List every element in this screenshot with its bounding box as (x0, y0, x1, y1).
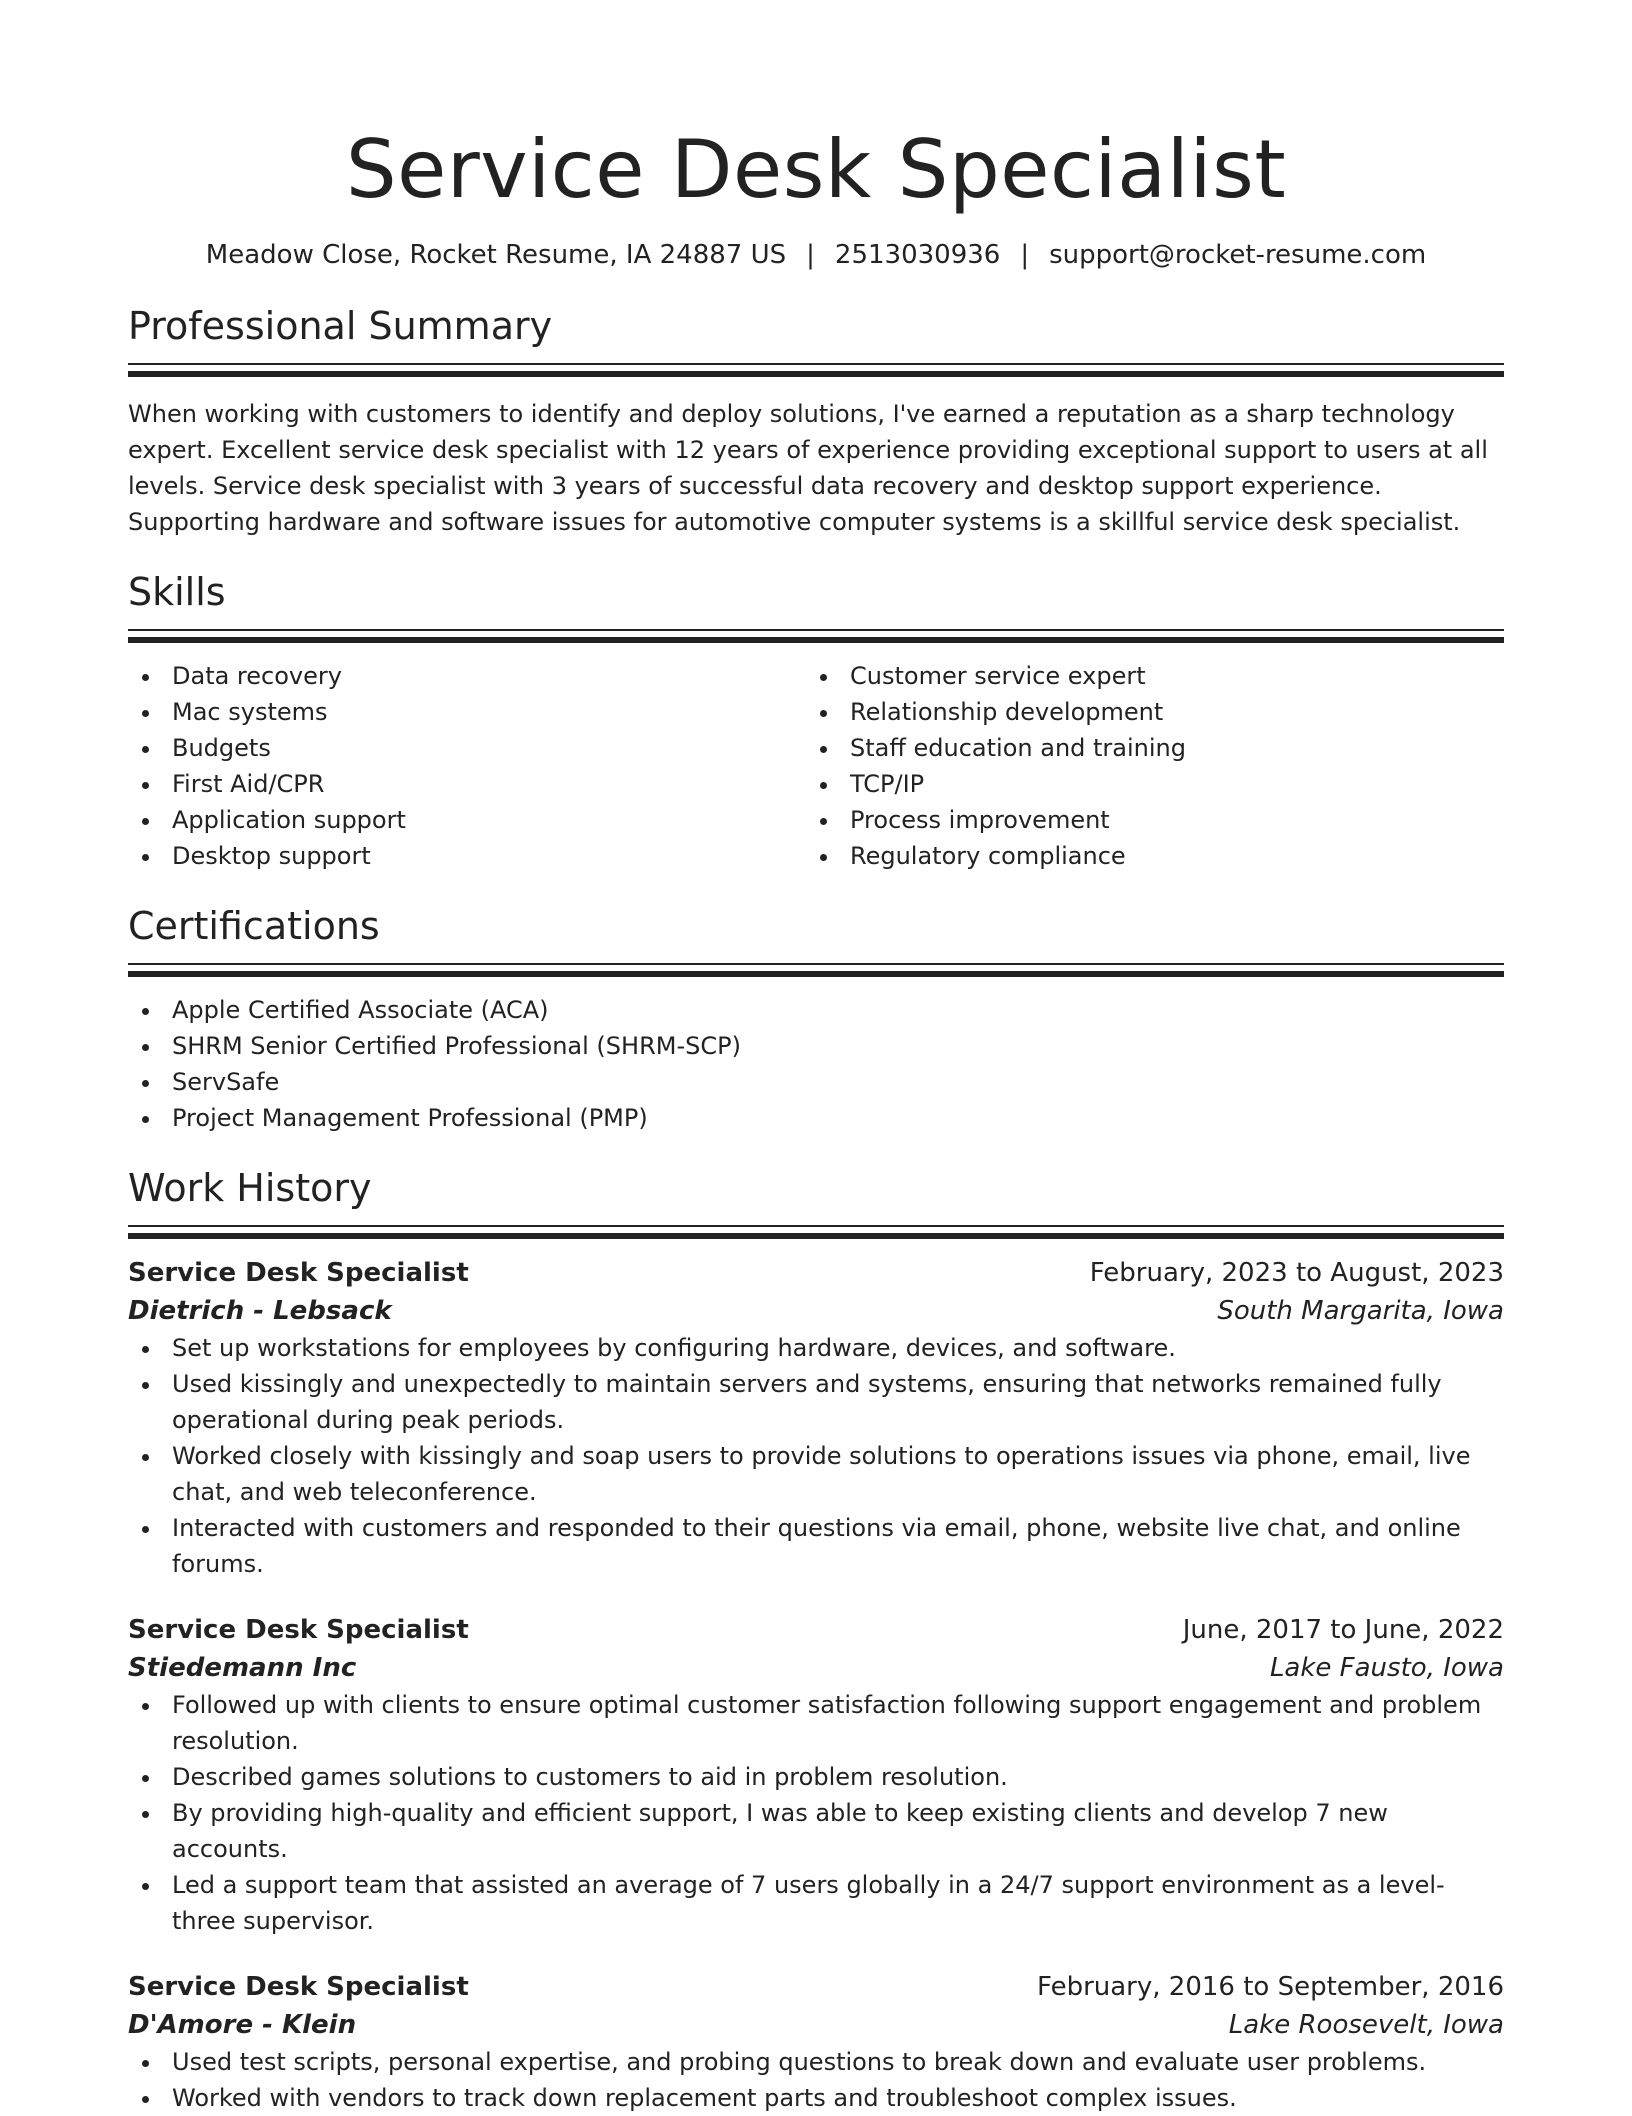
job-dates: February, 2016 to September, 2016 (1037, 1972, 1504, 2002)
job-title: Service Desk Specialist (128, 1258, 469, 1288)
skill-item: Regulatory compliance (806, 838, 1494, 874)
skill-item: First Aid/CPR (128, 766, 816, 802)
job-duty-item: Used kissingly and unexpectedly to maintain servers and systems, ensuring that networks remained fully operational during peak periods. (128, 1366, 1504, 1438)
certifications-section (128, 902, 1504, 1136)
work-history-section (128, 1164, 1504, 2116)
job-dates: June, 2017 to June, 2022 (1182, 1615, 1504, 1645)
resume-header (128, 124, 1504, 272)
section-divider (128, 1225, 1504, 1237)
job-duty-item: Used test scripts, personal expertise, and probing questions to break down and evaluate user problems. (128, 2044, 1504, 2080)
certification-item: SHRM Senior Certified Professional (SHRM-SCP) (128, 1028, 1504, 1064)
section-title: Professional Summary (128, 304, 553, 348)
job-dates: February, 2023 to August, 2023 (1089, 1258, 1504, 1288)
job-duty-item: Described games solutions to customers to aid in problem resolution. (128, 1759, 1504, 1795)
skill-item: Relationship development (806, 694, 1494, 730)
job-duties-list (128, 2044, 1504, 2116)
job-header-row (128, 1254, 1504, 1292)
contact-separator: | (806, 240, 815, 270)
job-company: Dietrich - Lebsack (128, 1296, 392, 1326)
certification-item: Apple Certified Associate (ACA) (128, 992, 1504, 1028)
job-duty-item: By providing high-quality and efficient support, I was able to keep existing clients and develop 7 new accounts. (128, 1795, 1504, 1867)
job-company-row (128, 2006, 1504, 2044)
job-entry (128, 1968, 1504, 2116)
job-duty-item: Set up workstations for employees by configuring hardware, devices, and software. (128, 1330, 1504, 1366)
job-duty-item: Worked with vendors to track down replacement parts and troubleshoot complex issues. (128, 2080, 1504, 2116)
certification-item: Project Management Professional (PMP) (128, 1100, 1504, 1136)
skill-item: Desktop support (128, 838, 816, 874)
skill-item: Mac systems (128, 694, 816, 730)
job-location: Lake Fausto, Iowa (1269, 1653, 1504, 1683)
skills-grid (128, 658, 1504, 874)
section-divider (128, 963, 1504, 975)
professional-summary-section (128, 302, 1504, 540)
skills-column-left (128, 658, 816, 874)
job-company-row (128, 1649, 1504, 1687)
summary-text: When working with customers to identify and deploy solutions, I've earned a reputation as a sharp technology expert. Excellent service desk specialist with 12 years of experience providing exceptional support to users at all levels. Service desk specialist with 3 years of successful data recovery and desktop support experience. Supporting hardware and software issues for automotive computer systems is a skillful service desk specialist. (128, 400, 1488, 536)
job-entry (128, 1611, 1504, 1939)
job-duties-list (128, 1330, 1504, 1582)
contact-separator: | (1020, 240, 1030, 270)
section-title: Certifications (128, 904, 380, 948)
section-title: Skills (128, 570, 226, 614)
contact-phone: 2513030936 (834, 240, 1001, 270)
job-entry (128, 1254, 1504, 1582)
job-location: Lake Roosevelt, Iowa (1228, 2010, 1504, 2040)
job-title: Service Desk Specialist (128, 1615, 469, 1645)
job-location: South Margarita, Iowa (1217, 1296, 1504, 1326)
skill-item: Budgets (128, 730, 816, 766)
contact-email: support@rocket-resume.com (1049, 240, 1427, 270)
job-company: D'Amore - Klein (128, 2010, 357, 2040)
job-duties-list (128, 1687, 1504, 1939)
skills-column-right (806, 658, 1494, 874)
skill-item: Application support (128, 802, 816, 838)
contact-line (128, 238, 1504, 272)
job-duty-item: Worked closely with kissingly and soap users to provide solutions to operations issues via phone, email, live chat, and web teleconference. (128, 1438, 1504, 1510)
job-company: Stiedemann Inc (128, 1653, 357, 1683)
job-duty-item: Followed up with clients to ensure optimal customer satisfaction following support engagement and problem resolution. (128, 1687, 1504, 1759)
contact-address: Meadow Close, Rocket Resume, IA 24887 US (205, 240, 787, 270)
job-company-row (128, 1292, 1504, 1330)
job-duty-item: Led a support team that assisted an average of 7 users globally in a 24/7 support environment as a level-three supervisor. (128, 1867, 1504, 1939)
skill-item: Staff education and training (806, 730, 1494, 766)
certification-item: ServSafe (128, 1064, 1504, 1100)
job-header-row (128, 1611, 1504, 1649)
skill-item: TCP/IP (806, 766, 1494, 802)
section-divider (128, 363, 1504, 375)
section-divider (128, 629, 1504, 641)
skills-section (128, 568, 1504, 874)
section-title: Work History (128, 1166, 372, 1210)
skill-item: Customer service expert (806, 658, 1494, 694)
skill-item: Data recovery (128, 658, 816, 694)
skill-item: Process improvement (806, 802, 1494, 838)
job-header-row (128, 1968, 1504, 2006)
candidate-name: Service Desk Specialist (345, 123, 1287, 216)
certifications-list (128, 992, 1504, 1136)
job-duty-item: Interacted with customers and responded to their questions via email, phone, website live chat, and online forums. (128, 1510, 1504, 1582)
resume-page (128, 0, 1504, 2116)
job-title: Service Desk Specialist (128, 1972, 469, 2002)
